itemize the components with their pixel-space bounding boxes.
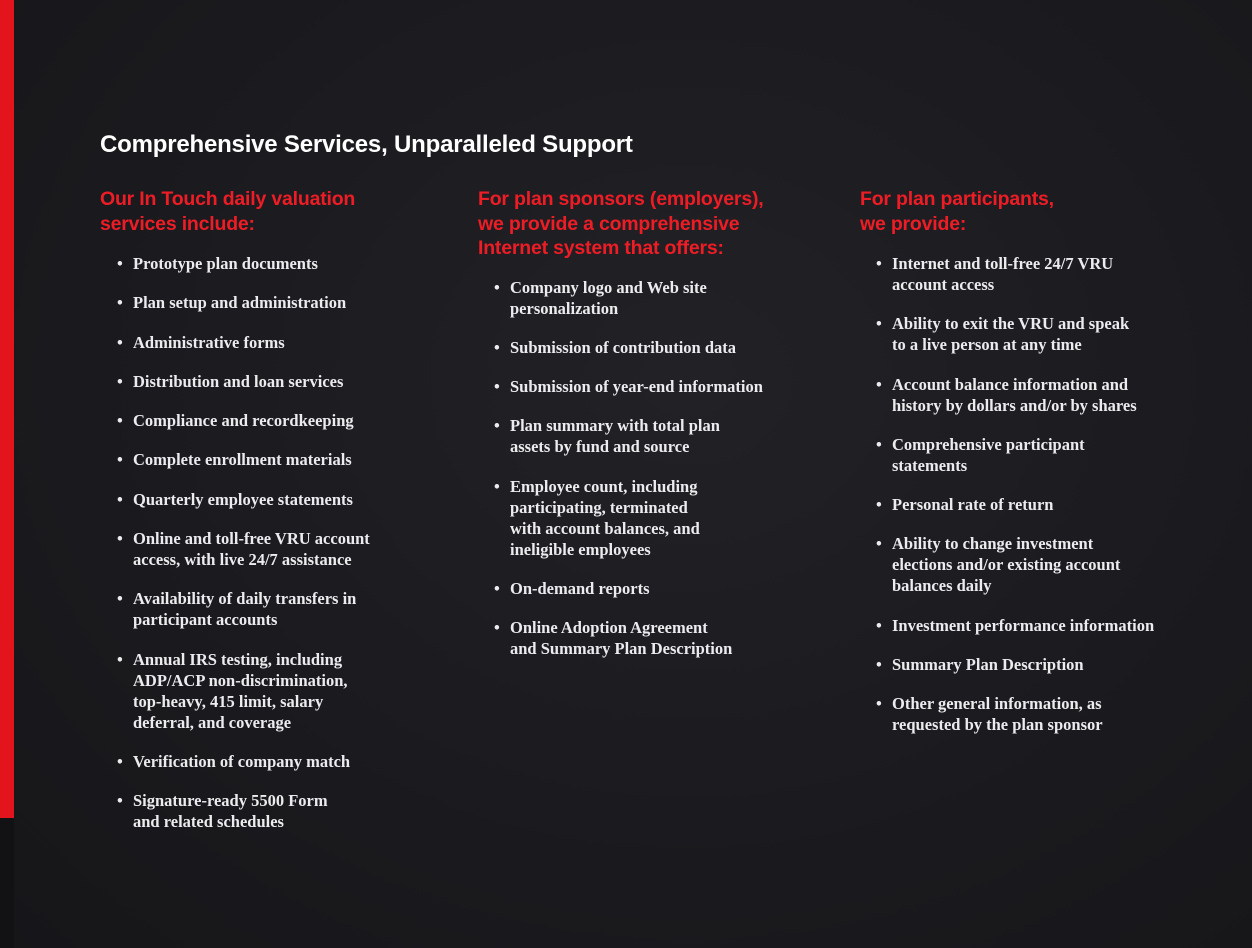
column-plan-sponsors [478, 187, 818, 678]
list-item [117, 410, 430, 431]
column-heading: For plan participants, we provide: [860, 188, 1054, 235]
list-item [117, 489, 430, 510]
list-item-text: Annual IRS testing, including ADP/ACP non-discrimination, top-heavy, 415 limit, salary deferral, and coverage [133, 649, 348, 732]
list-item-text: Investment performance information [892, 615, 1155, 635]
list-item [494, 476, 818, 560]
list-item-text: Compliance and recordkeeping [133, 411, 354, 431]
bullet-icon: • [876, 694, 882, 714]
bullet-list [860, 253, 1210, 735]
list-item-text: On-demand reports [510, 578, 650, 598]
list-item-text: Plan setup and administration [133, 293, 347, 313]
bullet-icon: • [117, 371, 123, 391]
list-item-text: Ability to change investment elections and/or existing account balances daily [892, 534, 1121, 596]
column-heading: For plan sponsors (employers), we provide a comprehensive Internet system that offers: [478, 188, 764, 259]
list-item [876, 434, 1210, 476]
list-item-text: Comprehensive participant statements [892, 434, 1085, 475]
list-item-text: Complete enrollment materials [133, 450, 352, 470]
bullet-icon: • [117, 791, 123, 811]
list-item [117, 790, 430, 832]
bullet-icon: • [876, 434, 882, 454]
bullet-icon: • [494, 277, 500, 297]
bullet-icon: • [117, 254, 123, 273]
list-item-text: Account balance information and history by dollars and/or by shares [892, 374, 1137, 415]
list-item [117, 332, 430, 353]
list-item [117, 528, 430, 570]
bullet-icon: • [494, 618, 500, 638]
list-item-text: Company logo and Web site personalization [510, 277, 707, 318]
list-item-text: Employee count, including participating, terminated with account balances, and ineligible employees [510, 476, 700, 559]
bullet-icon: • [876, 374, 882, 394]
bullet-icon: • [876, 314, 882, 334]
bullet-icon: • [494, 377, 500, 397]
column-heading: Our In Touch daily valuation services include: [100, 188, 356, 235]
list-item-text: Distribution and loan services [133, 371, 344, 391]
list-item-text: Availability of daily transfers in participant accounts [133, 589, 357, 630]
list-item [876, 615, 1210, 636]
bullet-list [100, 253, 430, 832]
list-item-text: Submission of contribution data [510, 337, 737, 357]
list-item [494, 415, 818, 457]
bullet-icon: • [117, 489, 123, 509]
bullet-icon: • [117, 529, 123, 549]
list-item-text: Online Adoption Agreement and Summary Plan Description [510, 618, 733, 659]
list-item [117, 371, 430, 392]
list-item-text: Signature-ready 5500 Form and related schedules [133, 791, 328, 832]
list-item-text: Ability to exit the VRU and speak to a live person at any time [892, 314, 1130, 355]
bullet-icon: • [494, 578, 500, 598]
list-item [117, 253, 430, 274]
list-item [117, 292, 430, 313]
bullet-icon: • [117, 589, 123, 609]
list-item [876, 654, 1210, 675]
list-item [117, 449, 430, 470]
list-item [494, 376, 818, 397]
bullet-icon: • [494, 476, 500, 496]
list-item [876, 693, 1210, 735]
list-item [494, 617, 818, 659]
list-item-text: Verification of company match [133, 751, 351, 771]
bullet-icon: • [876, 655, 882, 675]
column-plan-participants [860, 187, 1210, 754]
bullet-icon: • [117, 649, 123, 669]
bullet-icon: • [494, 337, 500, 357]
list-item [494, 277, 818, 319]
bullet-icon: • [494, 416, 500, 436]
list-item [117, 751, 430, 772]
bullet-icon: • [117, 332, 123, 352]
bullet-icon: • [876, 254, 882, 273]
red-edge-stripe [0, 0, 14, 818]
list-item [494, 337, 818, 358]
list-item-text: Prototype plan documents [133, 254, 318, 273]
bullet-icon: • [117, 411, 123, 431]
column-services [100, 187, 430, 851]
list-item [494, 578, 818, 599]
edge-shadow [0, 818, 14, 948]
list-item [876, 533, 1210, 596]
list-item [117, 649, 430, 733]
list-item [876, 313, 1210, 355]
bullet-icon: • [117, 293, 123, 313]
list-item-text: Administrative forms [133, 332, 285, 352]
list-item [876, 494, 1210, 515]
list-item-text: Other general information, as requested by the plan sponsor [892, 694, 1103, 735]
list-item-text: Submission of year-end information [510, 377, 763, 397]
bullet-icon: • [876, 615, 882, 635]
bullet-icon: • [876, 495, 882, 515]
bullet-icon: • [117, 450, 123, 470]
list-item [876, 253, 1210, 295]
page-title: Comprehensive Services, Unparalleled Support [100, 131, 633, 158]
list-item-text: Online and toll-free VRU account access, with live 24/7 assistance [133, 529, 370, 570]
bullet-list [478, 277, 818, 660]
list-item-text: Summary Plan Description [892, 655, 1084, 675]
list-item-text: Quarterly employee statements [133, 489, 353, 509]
list-item-text: Personal rate of return [892, 495, 1054, 515]
bullet-icon: • [876, 534, 882, 554]
list-item [117, 588, 430, 630]
list-item-text: Plan summary with total plan assets by fund and source [510, 416, 720, 457]
bullet-icon: • [117, 751, 123, 771]
list-item [876, 374, 1210, 416]
list-item-text: Internet and toll-free 24/7 VRU account access [892, 254, 1114, 294]
